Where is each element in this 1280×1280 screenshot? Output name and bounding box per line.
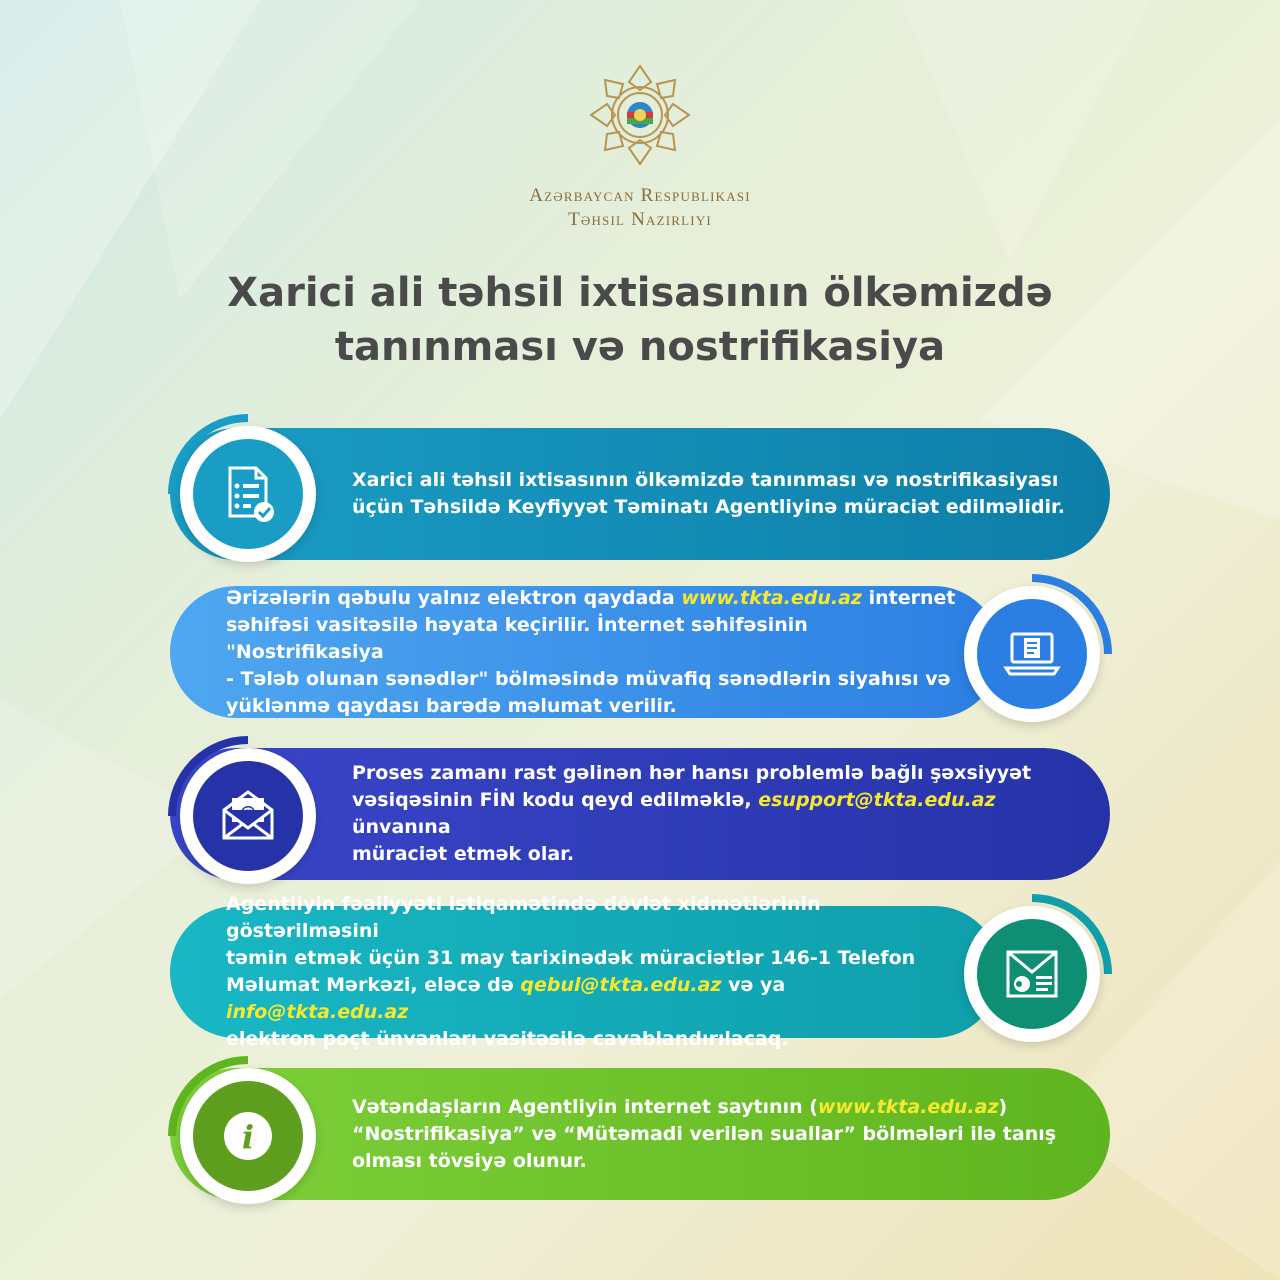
email-envelope-icon [216, 784, 280, 848]
item5-icon-badge [168, 1056, 328, 1216]
item2-text-b: internet [868, 586, 956, 609]
ministry-header [0, 60, 1280, 232]
org-name-line1: Azərbaycan Respublikası [529, 185, 751, 206]
info-pill-call-center [170, 893, 1000, 1050]
item4-line4: elektron poçt ünvanları vasitəsilə cavablandırılacaq. [226, 1028, 789, 1050]
org-name-line2: Təhsil Nazirliyi [568, 209, 712, 230]
item5-text-a: Vətəndaşların Agentliyin internet saytının ( [352, 1095, 818, 1118]
item4-text-b: və ya [728, 974, 786, 996]
item2-text-a: Ərizələrin qəbulu yalnız elektron qaydada [226, 586, 675, 609]
document-check-icon [216, 462, 280, 526]
item3-line3: müraciət etmək olar. [352, 843, 575, 865]
item5-text-b: ) [998, 1095, 1008, 1118]
info-pill-electronic-submission [170, 586, 1000, 718]
info-icon [216, 1104, 280, 1168]
item3-icon-badge [168, 736, 328, 896]
item1-line2: üçün Təhsildə Keyfiyyət Təminatı Agentliyinə müraciət edilməlidir. [352, 496, 1065, 518]
item2-line4: yüklənmə qaydası barədə məlumat verilir. [226, 694, 677, 717]
tkta-website-link[interactable]: www.tkta.edu.az [681, 586, 862, 609]
ministry-emblem-logo [585, 60, 695, 170]
item5-line2: “Nostrifikasiya” və “Mütəmadi verilən suallar” bölmələri ilə tanış [352, 1122, 1057, 1145]
svg-text:i: i [241, 1118, 255, 1156]
qebul-email-link[interactable]: qebul@tkta.edu.az [520, 974, 722, 996]
item1-icon-badge [168, 414, 328, 574]
item3-line1: Proses zamanı rast gəlinən hər hansı problemlə bağlı şəxsiyyət [352, 762, 1032, 784]
laptop-document-icon [1000, 622, 1064, 686]
item2-icon-badge [952, 574, 1112, 734]
item1-line1: Xarici ali təhsil ixtisasının ölkəmizdə tanınması və nostrifikasiyası [352, 469, 1059, 491]
item5-line3: olması tövsiyə olunur. [352, 1149, 587, 1172]
mail-screen-icon [1000, 942, 1064, 1006]
info-email-link[interactable]: info@tkta.edu.az [226, 1001, 409, 1023]
esupport-email-link[interactable]: esupport@tkta.edu.az [758, 789, 996, 811]
tkta-website-link-2[interactable]: www.tkta.edu.az [817, 1095, 999, 1118]
page-title [0, 266, 1280, 374]
item4-text-a: Məlumat Mərkəzi, eləcə də [226, 974, 514, 996]
item3-text-a: vəsiqəsinin FİN kodu qeyd edilməklə, [352, 789, 752, 811]
title-line2: tanınması və nostrifikasiya [334, 324, 946, 370]
item4-line2: təmin etmək üçün 31 may tarixinədək müraciətlər 146-1 Telefon [226, 947, 916, 969]
item4-icon-badge [952, 894, 1112, 1054]
title-line1: Xarici ali təhsil ixtisasının ölkəmizdə [227, 270, 1053, 316]
item2-line3: - Tələb olunan sənədlər" bölməsində müvafiq sənədlərin siyahısı və [226, 667, 951, 690]
item3-text-b: ünvanına [352, 816, 451, 838]
item4-line1: Agentliyin fəaliyyəti istiqamətində dövlət xidmətlərinin göstərilməsini [226, 893, 821, 942]
item2-line2: səhifəsi vasitəsilə həyata keçirilir. İnternet səhifəsinin "Nostrifikasiya [226, 613, 808, 663]
